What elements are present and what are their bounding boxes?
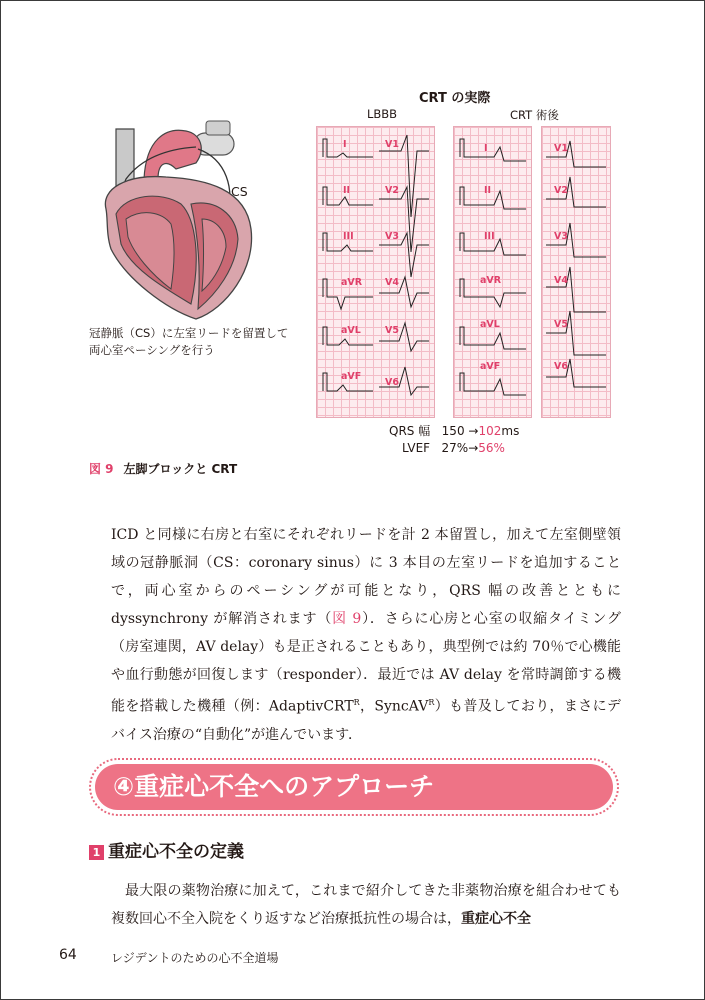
lead-label: I (484, 143, 488, 154)
paragraph-text: ICD と同様に右房と右室にそれぞれリードを計 2 本留置し，加えて左室側壁領域の冠静脈洞（CS：coronary sinus）に 3 本目の左室リードを追加することで，両心室からのペーシングが可能となり，QRS 幅の改善とともに dyssynchrony が解消されます（ (111, 527, 621, 627)
lead-label: V1 (385, 139, 399, 150)
figure-reference-link[interactable]: 図 9 (332, 611, 362, 627)
registered-mark: R (353, 698, 360, 707)
ecg-panel-post-limb (453, 126, 532, 418)
lbbb-label: LBBB (367, 107, 398, 121)
qrs-before: 150 (441, 424, 465, 438)
paragraph-text: ）．さらに心房と心室の収縮タイミング（房室連関，AV delay）も是正されることもあり，典型例では約 70％で心機能や血行動態が回復します（responder）．最近では AV delay を常時調節する機能を搭載した機種（例：AdaptivCRT (111, 611, 621, 715)
ecg-traces-lbbb (317, 127, 434, 417)
arrow-glyph: → (468, 424, 479, 438)
lead-label: V1 (554, 143, 568, 154)
lead-label: aVF (480, 361, 501, 372)
figure-title: CRT の実際 (419, 91, 491, 106)
body-paragraph-2 (111, 877, 621, 933)
bold-term: 重症心不全 (461, 911, 531, 927)
lvef-after: 56% (478, 441, 505, 455)
paragraph-text: ，SyncAV (359, 698, 429, 715)
lvef-label: LVEF (402, 441, 431, 455)
lvef-before: 27% (441, 441, 469, 455)
lead-label: V6 (385, 377, 399, 388)
cs-label: CS (231, 184, 248, 199)
registered-mark: R (428, 698, 435, 707)
section-title: ④重症心不全へのアプローチ (95, 764, 613, 810)
lead-label: V4 (554, 275, 568, 286)
lead-label: V2 (385, 185, 399, 196)
subsection-title: 重症心不全の定義 (108, 842, 244, 862)
subsection-number-badge: 1 (89, 845, 104, 860)
subsection-heading (89, 837, 244, 862)
heart-caption (89, 325, 288, 359)
post-crt-label: CRT 術後 (510, 108, 559, 122)
lead-label: V4 (385, 277, 399, 288)
lvef-row (389, 440, 519, 457)
figure-caption-text: 左脚ブロックと CRT (123, 462, 238, 476)
lead-label: III (343, 231, 354, 242)
ecg-panel-lbbb (316, 126, 435, 418)
paragraph-text: 最大限の薬物治療に加えて，これまで紹介してきた非薬物治療を組合わせても複数回心不全入院をくり返すなど治療抵抗性の場合は， (111, 883, 621, 927)
body-paragraph (111, 521, 621, 749)
heart-caption-line1: 冠静脈（CS）に左室リードを留置して (89, 326, 289, 340)
lead-label: V3 (554, 231, 568, 242)
ecg-panel-post-chest (541, 126, 611, 418)
lead-label: aVR (480, 275, 502, 286)
qrs-row (389, 423, 519, 440)
lead-label: aVR (341, 277, 363, 288)
book-title: レジデントのための心不全道場 (111, 951, 279, 965)
lead-label: III (484, 231, 495, 242)
heart-illustration (86, 119, 286, 324)
figure-caption (89, 460, 237, 477)
paragraph-text: ）も普及しており，まさにデバイス治療の“自動化”が進んでいます． (111, 698, 621, 743)
qrs-label: QRS 幅 (389, 424, 431, 438)
qrs-lvef-summary (389, 423, 519, 457)
lead-label: V3 (385, 231, 399, 242)
lead-label: V6 (554, 361, 568, 372)
lead-label: II (343, 185, 351, 196)
page-number: 64 (59, 947, 77, 963)
lead-label: V2 (554, 185, 568, 196)
ecg-traces-post-limb (454, 127, 531, 417)
lead-label: V5 (554, 319, 568, 330)
heart-caption-line2: 両心室ペーシングを行う (89, 343, 215, 357)
lead-label: I (343, 139, 347, 150)
qrs-unit: ms (501, 424, 520, 438)
arrow-glyph: → (468, 441, 479, 455)
section-banner (89, 758, 619, 816)
lead-label: aVL (480, 319, 500, 330)
qrs-after: 102 (478, 424, 502, 438)
lead-label: II (484, 185, 492, 196)
ecg-traces-post-chest (542, 127, 610, 417)
lead-label: V5 (385, 325, 399, 336)
lead-label: aVF (341, 371, 362, 382)
lead-label: aVL (341, 325, 361, 336)
figure-number: 図 9 (89, 462, 114, 476)
